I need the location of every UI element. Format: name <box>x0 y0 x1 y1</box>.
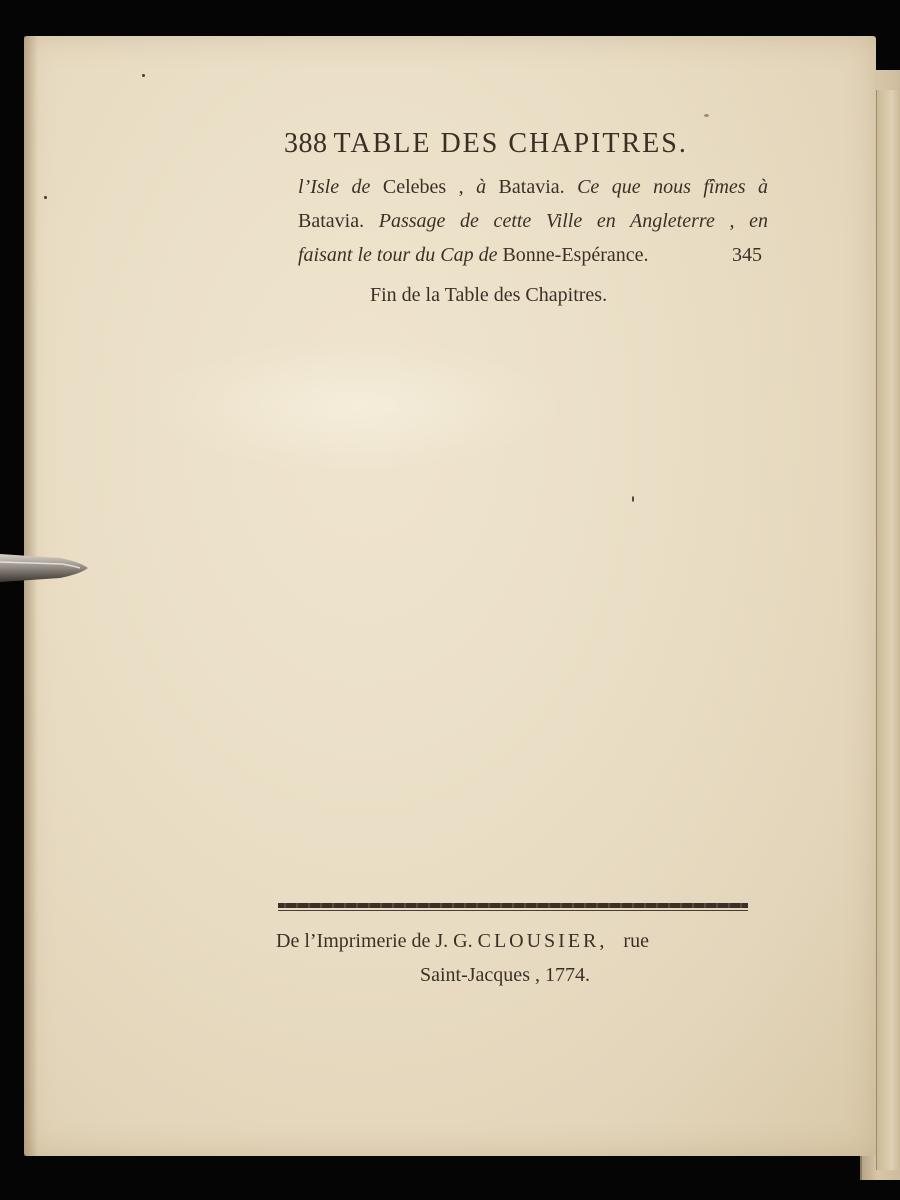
printer-name: CLOUSIER, <box>477 930 608 952</box>
imprint-text: De l’Imprimerie de J. G. <box>276 930 478 952</box>
rule-thick-line <box>278 903 748 908</box>
imprint-line-2: Saint-Jacques , 1774. <box>420 964 590 986</box>
entry-text: Celebes , <box>382 176 477 198</box>
rule-thin-line <box>278 910 748 911</box>
paper-speck <box>632 496 634 502</box>
imprint-street: rue <box>623 930 649 952</box>
page-number: 388 <box>284 128 328 159</box>
running-title: TABLE DES CHAPITRES. <box>333 128 688 159</box>
decorative-rule <box>278 903 748 913</box>
paper-speck <box>44 196 47 199</box>
entry-line-1 <box>298 170 768 204</box>
paper-speck <box>704 114 709 117</box>
table-end-note: Fin de la Table des Chapitres. <box>370 284 608 306</box>
chapter-entry <box>298 170 768 272</box>
entry-text: Bonne-Espérance. <box>502 244 649 266</box>
show-through-text <box>274 366 784 976</box>
metal-clip-icon <box>0 548 90 588</box>
entry-text: à <box>476 176 499 198</box>
imprint-line-1 <box>276 924 796 958</box>
printer-imprint <box>276 924 796 992</box>
next-page-edge-inner <box>876 90 900 1170</box>
entry-text: l’Isle de <box>298 176 383 198</box>
paper-speck <box>142 74 145 77</box>
entry-text: Passage de cette Ville en Angleterre , en <box>378 210 768 232</box>
entry-text: Batavia. <box>298 210 379 232</box>
entry-line-3 <box>298 238 768 272</box>
entry-line-2 <box>298 204 768 238</box>
entry-text: faisant le tour du Cap de <box>298 244 503 266</box>
entry-text: Batavia. <box>498 176 578 198</box>
page-reference: 345 <box>732 244 762 266</box>
running-header <box>284 128 724 160</box>
entry-text: Ce que nous fîmes à <box>577 176 768 198</box>
